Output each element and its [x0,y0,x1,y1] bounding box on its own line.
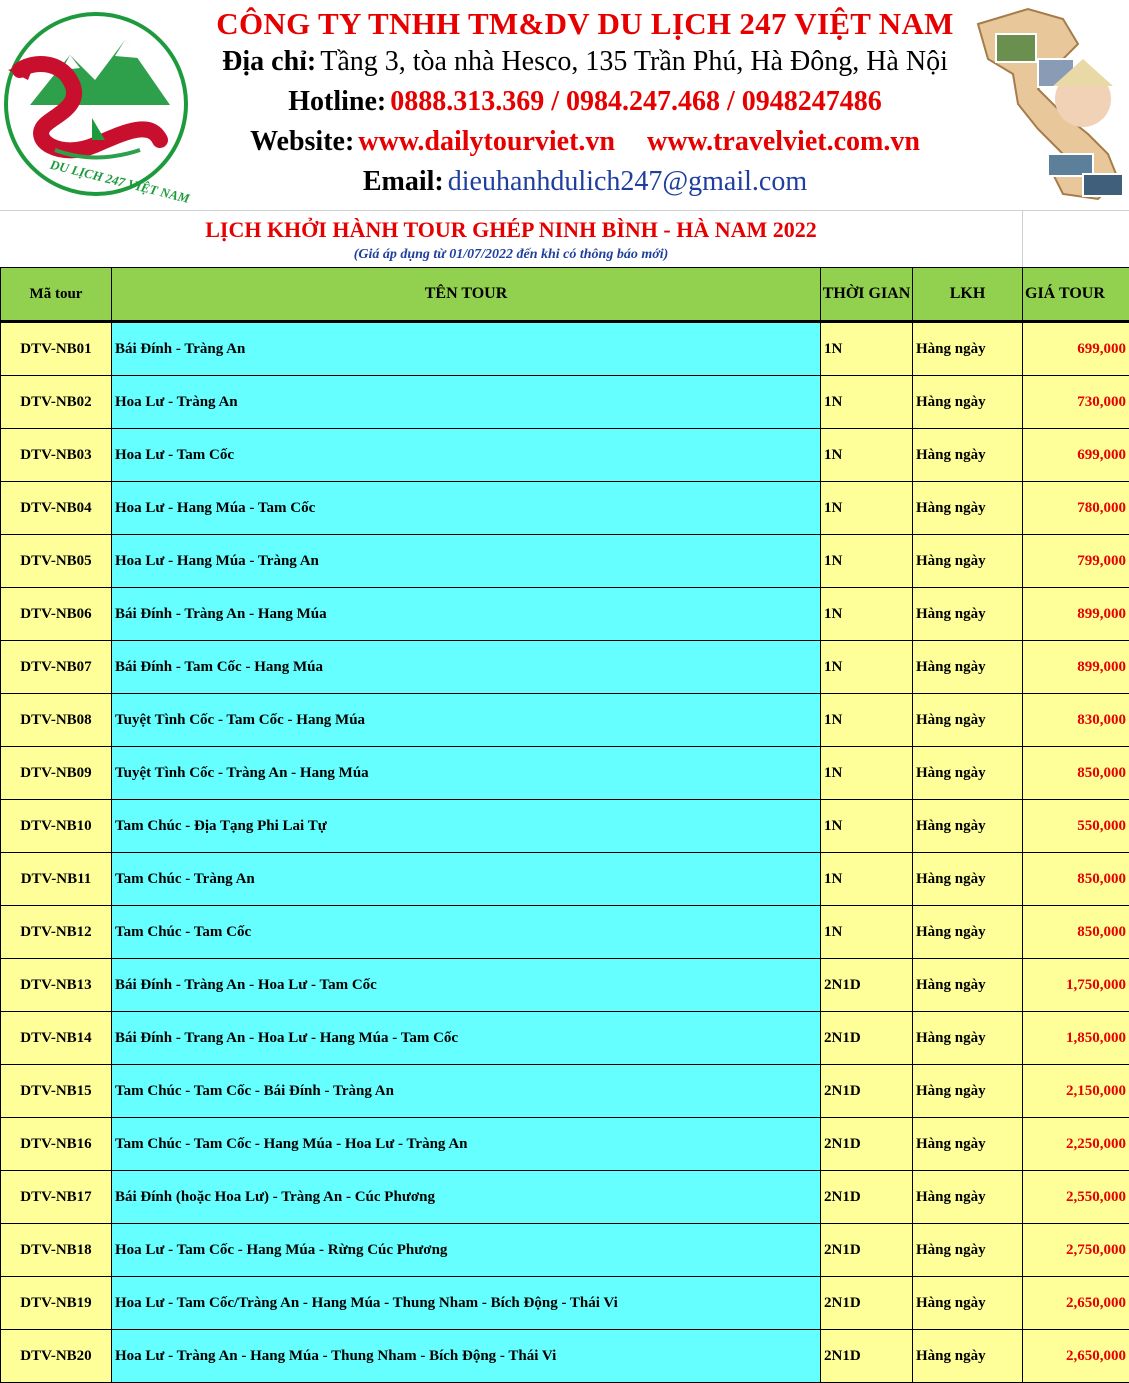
tour-schedule-cell: Hàng ngày [913,747,1023,800]
tour-name-cell: Bái Đính - Trang An - Hoa Lư - Hang Múa - Tam Cốc [112,1012,821,1065]
tour-name-cell: Tam Chúc - Tam Cốc - Bái Đính - Tràng An [112,1065,821,1118]
tour-price-cell: 830,000 [1023,694,1129,747]
tour-code-cell: DTV-NB09 [1,747,112,800]
hotline-label: Hotline: [288,86,386,117]
tour-schedule-cell: Hàng ngày [913,376,1023,429]
table-row [1,906,1129,959]
tour-code-cell: DTV-NB12 [1,906,112,959]
tour-duration-cell: 2N1D [821,1330,913,1383]
title-area [0,210,1129,268]
tour-price-cell: 699,000 [1023,429,1129,482]
tour-price-cell: 550,000 [1023,800,1129,853]
tour-schedule-cell: Hàng ngày [913,482,1023,535]
tour-code-cell: DTV-NB17 [1,1171,112,1224]
tour-name-cell: Hoa Lư - Tràng An [112,376,821,429]
tour-duration-cell: 1N [821,535,913,588]
col-header-lkh: LKH [913,268,1023,322]
tour-schedule-cell: Hàng ngày [913,322,1023,376]
website-link-2[interactable]: www.travelviet.com.vn [647,126,920,157]
tour-schedule-cell: Hàng ngày [913,1330,1023,1383]
tour-duration-cell: 2N1D [821,1065,913,1118]
tour-code-cell: DTV-NB06 [1,588,112,641]
table-row [1,747,1129,800]
company-logo-icon [0,0,200,210]
company-info [200,4,970,204]
tour-duration-cell: 1N [821,641,913,694]
tour-schedule-cell: Hàng ngày [913,800,1023,853]
table-row [1,800,1129,853]
tour-price-cell: 730,000 [1023,376,1129,429]
tour-price-cell: 2,750,000 [1023,1224,1129,1277]
tour-schedule-cell: Hàng ngày [913,1012,1023,1065]
tour-schedule-cell: Hàng ngày [913,429,1023,482]
col-header-code: Mã tour [1,268,112,322]
tour-name-cell: Hoa Lư - Tam Cốc/Tràng An - Hang Múa - Thung Nham - Bích Động - Thái Vi [112,1277,821,1330]
table-row [1,322,1129,376]
table-row [1,853,1129,906]
tour-price-cell: 1,750,000 [1023,959,1129,1012]
tour-code-cell: DTV-NB11 [1,853,112,906]
page-title: LỊCH KHỞI HÀNH TOUR GHÉP NINH BÌNH - HÀ NAM 2022 [0,217,1022,243]
tour-duration-cell: 2N1D [821,959,913,1012]
tour-duration-cell: 1N [821,800,913,853]
tour-duration-cell: 1N [821,322,913,376]
table-row [1,641,1129,694]
tour-price-cell: 899,000 [1023,641,1129,694]
tour-schedule-cell: Hàng ngày [913,588,1023,641]
tour-table [0,267,1129,1383]
table-row [1,376,1129,429]
tour-duration-cell: 1N [821,376,913,429]
tour-duration-cell: 1N [821,429,913,482]
table-row [1,429,1129,482]
tour-code-cell: DTV-NB07 [1,641,112,694]
tour-code-cell: DTV-NB08 [1,694,112,747]
tour-price-cell: 2,150,000 [1023,1065,1129,1118]
tour-code-cell: DTV-NB18 [1,1224,112,1277]
table-row [1,588,1129,641]
tour-name-cell: Hoa Lư - Tam Cốc [112,429,821,482]
tour-name-cell: Tam Chúc - Tam Cốc - Hang Múa - Hoa Lư - Tràng An [112,1118,821,1171]
tour-name-cell: Hoa Lư - Tam Cốc - Hang Múa - Rừng Cúc Phương [112,1224,821,1277]
tour-code-cell: DTV-NB13 [1,959,112,1012]
tour-schedule-cell: Hàng ngày [913,1065,1023,1118]
tour-price-cell: 2,550,000 [1023,1171,1129,1224]
tour-schedule-cell: Hàng ngày [913,1224,1023,1277]
tour-name-cell: Hoa Lư - Tràng An - Hang Múa - Thung Nham - Bích Động - Thái Vi [112,1330,821,1383]
logo-text: DU LỊCH 247 VIỆT NAM [48,157,192,207]
tour-code-cell: DTV-NB14 [1,1012,112,1065]
tour-duration-cell: 2N1D [821,1118,913,1171]
table-row [1,1224,1129,1277]
tour-schedule-cell: Hàng ngày [913,535,1023,588]
tour-price-cell: 2,250,000 [1023,1118,1129,1171]
tour-name-cell: Bái Đính - Tràng An - Hoa Lư - Tam Cốc [112,959,821,1012]
table-row [1,1171,1129,1224]
tour-price-cell: 1,850,000 [1023,1012,1129,1065]
tour-duration-cell: 1N [821,747,913,800]
tour-schedule-cell: Hàng ngày [913,1171,1023,1224]
tour-schedule-cell: Hàng ngày [913,906,1023,959]
vietnam-map-image [968,4,1128,204]
tour-name-cell: Bái Đính - Tam Cốc - Hang Múa [112,641,821,694]
tour-duration-cell: 1N [821,482,913,535]
table-row [1,1277,1129,1330]
email-label: Email [363,166,435,197]
address-line [200,44,970,84]
tour-duration-cell: 2N1D [821,1171,913,1224]
tour-price-cell: 780,000 [1023,482,1129,535]
page-subtitle: (Giá áp dụng từ 01/07/2022 đến khi có thông báo mới) [0,247,1022,263]
tour-price-cell: 850,000 [1023,747,1129,800]
col-header-price: GIÁ TOUR [1023,268,1129,322]
tour-price-cell: 850,000 [1023,853,1129,906]
table-row [1,1065,1129,1118]
tour-code-cell: DTV-NB19 [1,1277,112,1330]
tour-schedule-cell: Hàng ngày [913,1277,1023,1330]
tour-name-cell: Bái Đính (hoặc Hoa Lư) - Tràng An - Cúc Phương [112,1171,821,1224]
company-header [0,0,1129,210]
tour-code-cell: DTV-NB03 [1,429,112,482]
tour-schedule-cell: Hàng ngày [913,1118,1023,1171]
table-row [1,1330,1129,1383]
table-row [1,482,1129,535]
email-value[interactable]: dieuhanhdulich247@gmail.com [448,166,807,197]
address-label: Địa chỉ: [222,46,316,77]
table-header-row [1,268,1129,322]
tour-name-cell: Tam Chúc - Tràng An [112,853,821,906]
tour-duration-cell: 1N [821,853,913,906]
company-name: CÔNG TY TNHH TM&DV DU LỊCH 247 VIỆT NAM [200,4,970,44]
col-header-name: TÊN TOUR [112,268,821,322]
tour-duration-cell: 2N1D [821,1277,913,1330]
col-header-time: THỜI GIAN [821,268,913,322]
tour-price-cell: 2,650,000 [1023,1277,1129,1330]
tour-price-cell: 899,000 [1023,588,1129,641]
tour-code-cell: DTV-NB04 [1,482,112,535]
tour-duration-cell: 1N [821,906,913,959]
tour-code-cell: DTV-NB05 [1,535,112,588]
table-row [1,1012,1129,1065]
address-value: Tầng 3, tòa nhà Hesco, 135 Trần Phú, Hà Đông, Hà Nội [320,46,948,77]
table-row [1,959,1129,1012]
tour-price-cell: 2,650,000 [1023,1330,1129,1383]
email-line: Email: dieuhanhdulich247@gmail.com [200,164,970,204]
tour-price-cell: 850,000 [1023,906,1129,959]
tour-schedule-cell: Hàng ngày [913,853,1023,906]
website-label: Website: [250,126,354,157]
tour-name-cell: Bái Đính - Tràng An - Hang Múa [112,588,821,641]
tour-duration-cell: 1N [821,588,913,641]
tour-name-cell: Hoa Lư - Hang Múa - Tam Cốc [112,482,821,535]
tour-code-cell: DTV-NB02 [1,376,112,429]
tour-schedule-cell: Hàng ngày [913,641,1023,694]
hotline-line [200,84,970,124]
tour-duration-cell: 2N1D [821,1012,913,1065]
tour-name-cell: Tam Chúc - Địa Tạng Phi Lai Tự [112,800,821,853]
tour-name-cell: Tuyệt Tình Cốc - Tam Cốc - Hang Múa [112,694,821,747]
table-row [1,1118,1129,1171]
tour-code-cell: DTV-NB10 [1,800,112,853]
table-row [1,694,1129,747]
tour-code-cell: DTV-NB15 [1,1065,112,1118]
tour-table-body [1,322,1129,1383]
tour-price-cell: 699,000 [1023,322,1129,376]
tour-schedule-cell: Hàng ngày [913,959,1023,1012]
tour-name-cell: Hoa Lư - Hang Múa - Tràng An [112,535,821,588]
tour-code-cell: DTV-NB16 [1,1118,112,1171]
table-row [1,535,1129,588]
tour-duration-cell: 1N [821,694,913,747]
tour-duration-cell: 2N1D [821,1224,913,1277]
tour-name-cell: Bái Đính - Tràng An [112,322,821,376]
tour-code-cell: DTV-NB01 [1,322,112,376]
tour-schedule-cell: Hàng ngày [913,694,1023,747]
website-line [200,124,970,164]
tour-name-cell: Tuyệt Tình Cốc - Tràng An - Hang Múa [112,747,821,800]
tour-price-cell: 799,000 [1023,535,1129,588]
website-link-1[interactable]: www.dailytourviet.vn [358,126,615,157]
tour-name-cell: Tam Chúc - Tam Cốc [112,906,821,959]
tour-code-cell: DTV-NB20 [1,1330,112,1383]
hotline-value: 0888.313.369 / 0984.247.468 / 0948247486 [390,86,882,117]
